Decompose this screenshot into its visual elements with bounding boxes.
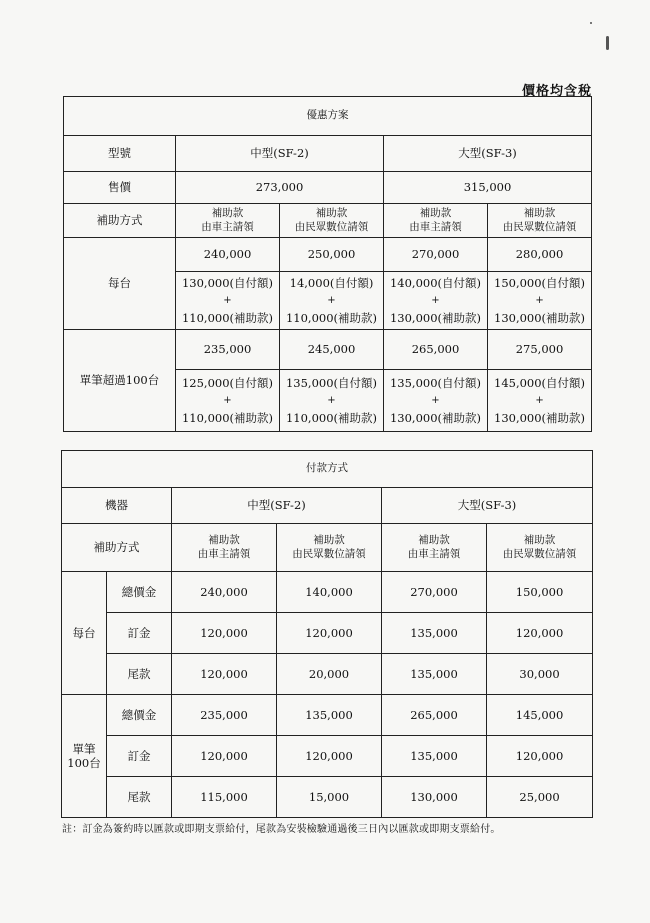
price-breakdown xyxy=(280,370,384,432)
payment-value: 120,000 xyxy=(172,654,277,695)
subsidy-type: 補助款 由民眾數位請領 xyxy=(277,524,382,572)
price-breakdown xyxy=(384,272,488,330)
payment-value: 140,000 xyxy=(277,572,382,613)
plus-sign: + xyxy=(223,394,232,406)
payment-value: 135,000 xyxy=(382,736,487,777)
subsidy-amount: 130,000(補助款) xyxy=(494,310,586,325)
self-pay: 140,000(自付額) xyxy=(389,276,482,291)
self-pay: 130,000(自付額) xyxy=(181,276,274,291)
subsidy-type: 補助款 由車主請領 xyxy=(176,204,280,238)
payment-row-label: 尾款 xyxy=(107,654,172,695)
price-sf3: 315,000 xyxy=(384,172,592,204)
subsidy-type: 補助款 由車主請領 xyxy=(172,524,277,572)
payment-row-label: 總價金 xyxy=(107,572,172,613)
self-pay: 150,000(自付額) xyxy=(494,276,586,291)
payment-value: 120,000 xyxy=(277,613,382,654)
payment-value: 240,000 xyxy=(172,572,277,613)
group-label-per-unit: 每台 xyxy=(62,572,107,695)
self-pay: 14,000(自付額) xyxy=(289,276,374,291)
price-label: 售價 xyxy=(64,172,176,204)
model-sf3: 大型(SF-3) xyxy=(384,136,592,172)
plus-sign: + xyxy=(327,394,336,406)
payment-value: 130,000 xyxy=(382,777,487,818)
payment-value: 235,000 xyxy=(172,695,277,736)
promo-title: 優惠方案 xyxy=(64,97,592,136)
self-pay: 135,000(自付額) xyxy=(285,376,378,391)
price-sf2: 273,000 xyxy=(176,172,384,204)
model-sf2: 中型(SF-2) xyxy=(172,488,382,524)
payment-table xyxy=(61,450,593,818)
payment-row-label: 訂金 xyxy=(107,736,172,777)
footnote: 註：訂金為簽約時以匯款或即期支票給付，尾款為安裝檢驗通過後三日內以匯款或即期支票給付。 xyxy=(62,824,501,835)
payment-value: 120,000 xyxy=(487,613,593,654)
total-price: 240,000 xyxy=(176,238,280,272)
plus-sign: + xyxy=(535,394,544,406)
price-breakdown xyxy=(488,370,592,432)
subsidy-amount: 130,000(補助款) xyxy=(389,410,482,425)
payment-value: 135,000 xyxy=(382,654,487,695)
payment-value: 135,000 xyxy=(382,613,487,654)
self-pay: 145,000(自付額) xyxy=(494,376,586,391)
self-pay: 125,000(自付額) xyxy=(181,376,274,391)
payment-value: 120,000 xyxy=(277,736,382,777)
subsidy-amount: 110,000(補助款) xyxy=(285,410,378,425)
plus-sign: + xyxy=(431,294,440,306)
payment-value: 120,000 xyxy=(172,613,277,654)
promo-table xyxy=(63,96,592,432)
price-breakdown xyxy=(176,370,280,432)
model-sf3: 大型(SF-3) xyxy=(382,488,593,524)
subsidy-label: 補助方式 xyxy=(64,204,176,238)
payment-value: 120,000 xyxy=(487,736,593,777)
payment-value: 145,000 xyxy=(487,695,593,736)
scan-mark xyxy=(606,36,609,50)
total-price: 280,000 xyxy=(488,238,592,272)
price-breakdown xyxy=(384,370,488,432)
scan-speck xyxy=(590,22,592,24)
total-price: 250,000 xyxy=(280,238,384,272)
subsidy-amount: 130,000(補助款) xyxy=(494,410,586,425)
payment-row-label: 尾款 xyxy=(107,777,172,818)
subsidy-type: 補助款 由車主請領 xyxy=(384,204,488,238)
plus-sign: + xyxy=(431,394,440,406)
plus-sign: + xyxy=(535,294,544,306)
self-pay: 135,000(自付額) xyxy=(389,376,482,391)
payment-value: 120,000 xyxy=(172,736,277,777)
subsidy-type: 補助款 由民眾數位請領 xyxy=(487,524,593,572)
total-price: 245,000 xyxy=(280,330,384,370)
plus-sign: + xyxy=(223,294,232,306)
price-breakdown xyxy=(488,272,592,330)
price-breakdown xyxy=(176,272,280,330)
row-label-bulk: 單筆超過100台 xyxy=(64,330,176,432)
payment-title: 付款方式 xyxy=(62,451,593,488)
payment-value: 135,000 xyxy=(277,695,382,736)
total-price: 275,000 xyxy=(488,330,592,370)
payment-value: 270,000 xyxy=(382,572,487,613)
total-price: 265,000 xyxy=(384,330,488,370)
payment-value: 15,000 xyxy=(277,777,382,818)
subsidy-amount: 110,000(補助款) xyxy=(181,410,274,425)
payment-row-label: 訂金 xyxy=(107,613,172,654)
row-label-per-unit: 每台 xyxy=(64,238,176,330)
total-price: 235,000 xyxy=(176,330,280,370)
plus-sign: + xyxy=(327,294,336,306)
subsidy-amount: 110,000(補助款) xyxy=(285,310,378,325)
group-label-bulk: 單筆 100台 xyxy=(62,695,107,818)
payment-row-label: 總價金 xyxy=(107,695,172,736)
price-breakdown xyxy=(280,272,384,330)
payment-value: 150,000 xyxy=(487,572,593,613)
model-sf2: 中型(SF-2) xyxy=(176,136,384,172)
model-label: 型號 xyxy=(64,136,176,172)
payment-value: 25,000 xyxy=(487,777,593,818)
payment-value: 115,000 xyxy=(172,777,277,818)
machine-label: 機器 xyxy=(62,488,172,524)
subsidy-type: 補助款 由民眾數位請領 xyxy=(280,204,384,238)
subsidy-type: 補助款 由民眾數位請領 xyxy=(488,204,592,238)
subsidy-label: 補助方式 xyxy=(62,524,172,572)
subsidy-amount: 130,000(補助款) xyxy=(389,310,482,325)
payment-value: 20,000 xyxy=(277,654,382,695)
total-price: 270,000 xyxy=(384,238,488,272)
subsidy-amount: 110,000(補助款) xyxy=(181,310,274,325)
tax-note: 價格均含稅 xyxy=(521,84,592,99)
payment-value: 265,000 xyxy=(382,695,487,736)
payment-value: 30,000 xyxy=(487,654,593,695)
subsidy-type: 補助款 由車主請領 xyxy=(382,524,487,572)
